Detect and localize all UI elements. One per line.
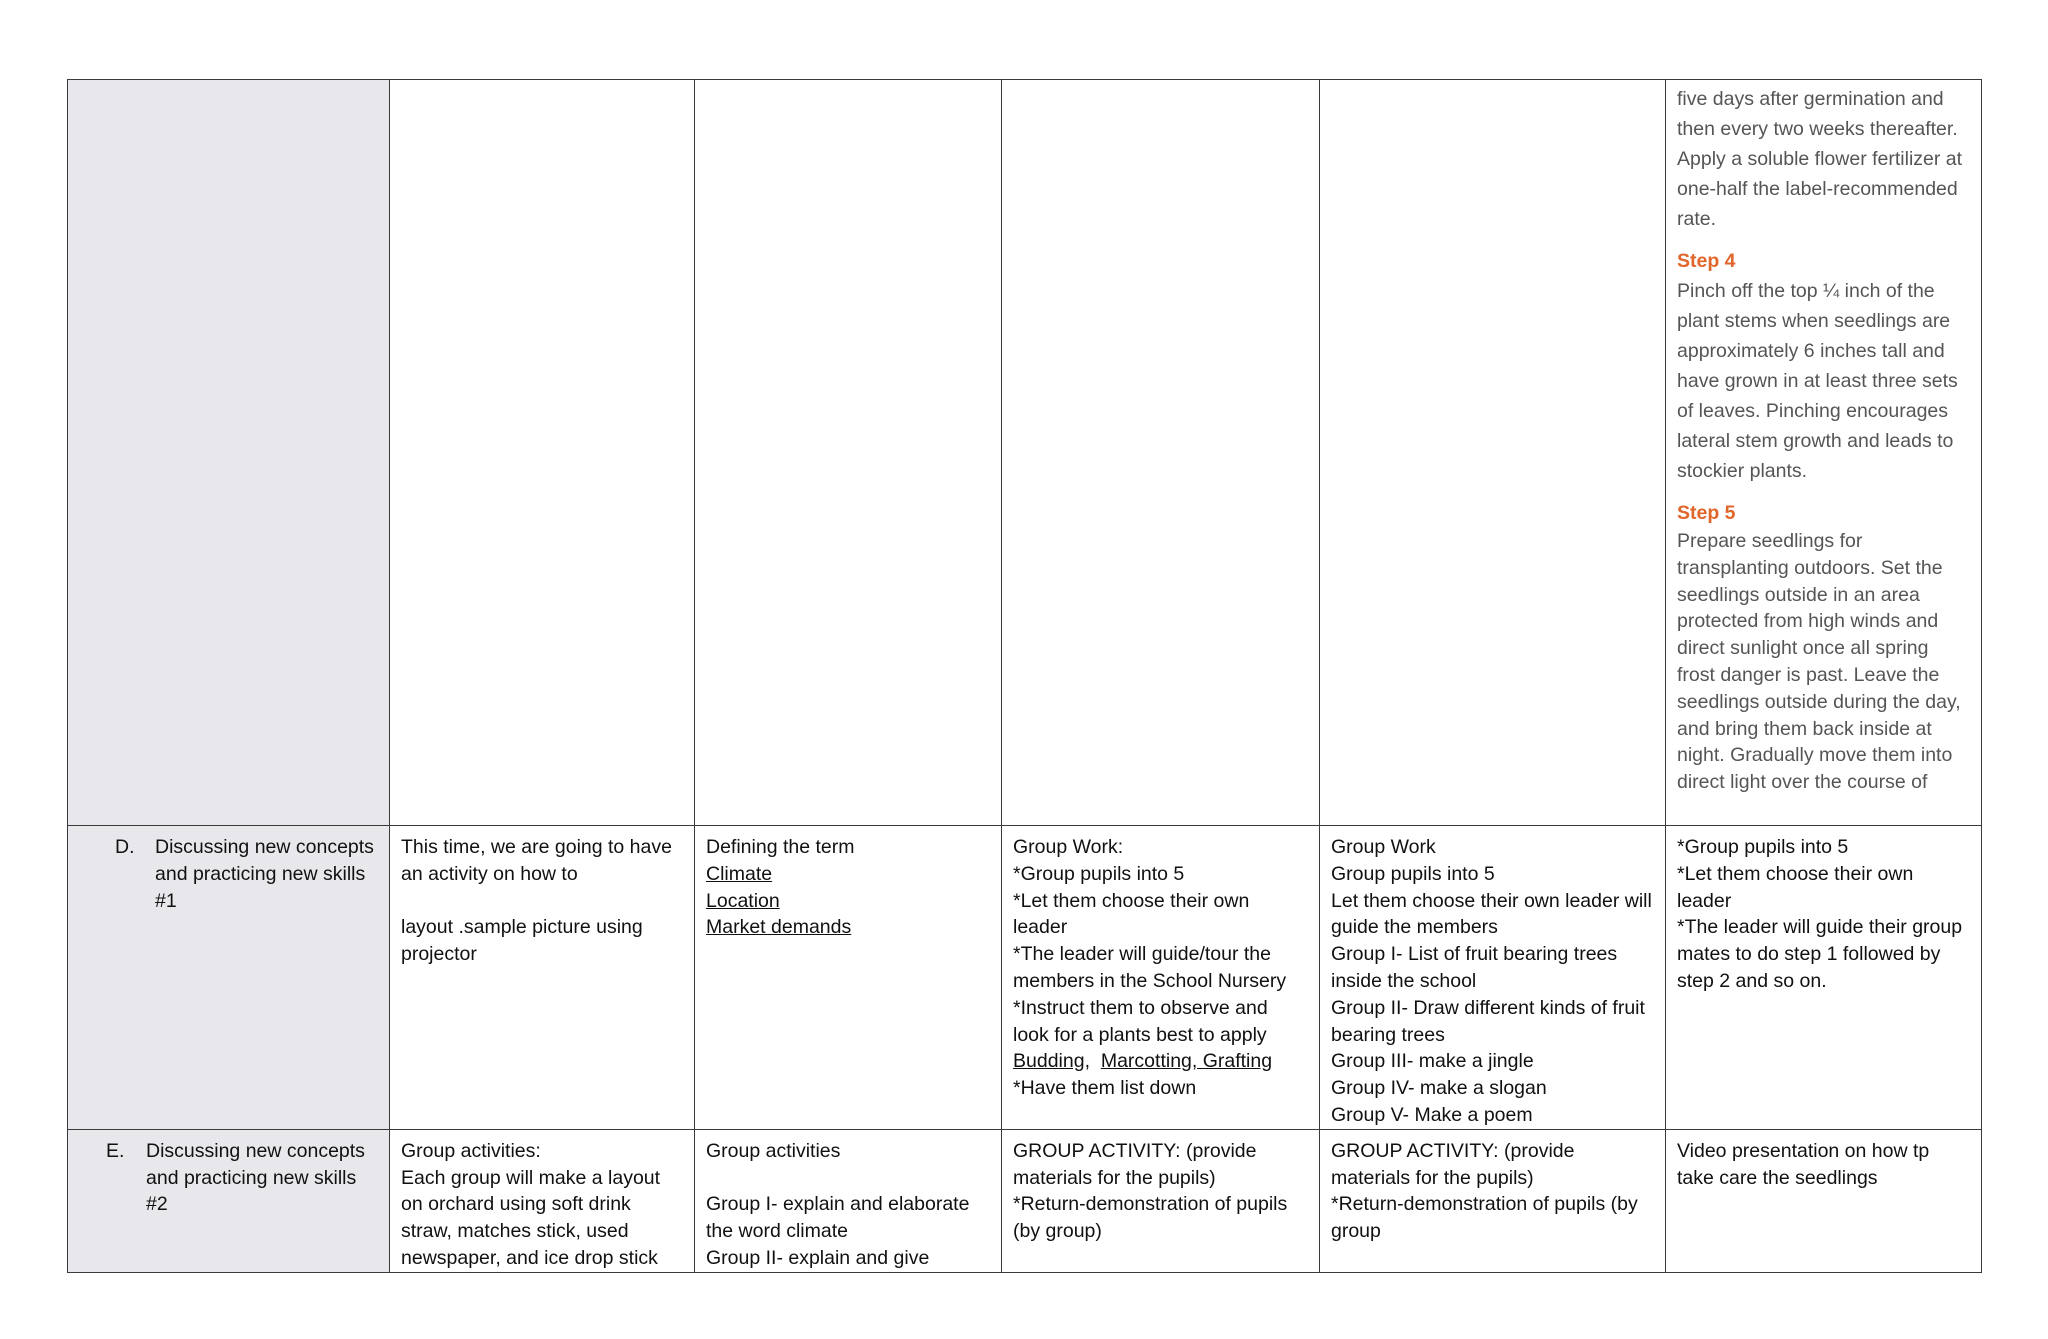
- seedling-steps-cell: [1666, 80, 1982, 826]
- row-d-col4-techniques: [1013, 1048, 1308, 1075]
- row-d-col4-l2: *Group pupils into 5: [1013, 862, 1185, 885]
- row-d-letter: D.: [115, 836, 135, 858]
- row-d-col5-l7: Group IV- make a slogan: [1331, 1077, 1547, 1100]
- row-d-col4-l5: *Instruct them to observe and look for a plants best to apply: [1013, 996, 1268, 1046]
- row-e-col4-l2: *Return-demonstration of pupils (by group): [1013, 1193, 1288, 1243]
- row-e-label-cell: [68, 1129, 390, 1272]
- comma: ,: [1084, 1050, 1090, 1073]
- row-e-col2: [390, 1129, 695, 1272]
- row-e-col5: [1320, 1129, 1666, 1272]
- row-e-col3: [695, 1129, 1002, 1272]
- row-d-col6-l3: *The leader will guide their group mates to do step 1 followed by step 2 and so on.: [1677, 916, 1963, 992]
- row-e-col4: [1002, 1129, 1320, 1272]
- lesson-plan-table: [67, 79, 1982, 1273]
- step5-body: Prepare seedlings for transplanting outdoors. Set the seedlings outside in an area protected from high winds and direct sunlight once all spring frost danger is past. Leave the seedlings outside during the day, and bring them back inside at night. Gradually move them into direct light over the course of: [1677, 530, 1961, 794]
- row-e-col2-l1: Group activities:: [401, 1139, 541, 1162]
- row-d-col5-l6: Group III- make a jingle: [1331, 1050, 1534, 1073]
- term-budding: Budding: [1013, 1050, 1085, 1073]
- steps-intro-text: five days after germination and then every two weeks thereafter. Apply a soluble flower fertilizer at one-half the label-recommended rate.: [1677, 88, 1963, 230]
- row-d-col5: [1320, 826, 1666, 1130]
- row-label-empty: [68, 80, 390, 826]
- continuation-row: [68, 80, 1982, 826]
- empty-cell: [1002, 80, 1320, 826]
- row-e-col3-l1: Group activities: [706, 1139, 841, 1162]
- row-d-col6: [1666, 826, 1982, 1130]
- term-location: Location: [706, 889, 780, 912]
- row-e-col5-l2: *Return-demonstration of pupils (by group: [1331, 1193, 1638, 1243]
- row-d-col5-l1: Group Work: [1331, 836, 1436, 858]
- empty-cell: [695, 80, 1002, 826]
- step4-heading: Step 4: [1677, 250, 1736, 272]
- row-e-col4-l1: GROUP ACTIVITY: (provide materials for the pupils): [1013, 1139, 1257, 1189]
- row-d-col2-line2: layout .sample picture using projector: [401, 916, 643, 966]
- row-d-col4-l6: *Have them list down: [1013, 1077, 1197, 1100]
- row-d-col4: [1002, 826, 1320, 1130]
- row-d-col2-line1: This time, we are going to have an activity on how to: [401, 836, 672, 885]
- row-e: [68, 1129, 1982, 1272]
- row-e-col3-l3: Group II- explain and give: [706, 1246, 930, 1269]
- empty-cell: [390, 80, 695, 826]
- row-d-col6-l1: *Group pupils into 5: [1677, 836, 1849, 858]
- row-d-col5-l8: Group V- Make a poem: [1331, 1103, 1533, 1126]
- step5-heading: Step 5: [1677, 502, 1736, 524]
- row-e-col2-l2: Each group will make a layout on orchard using soft drink straw, matches stick, used newspaper, and ice drop stick: [401, 1166, 661, 1269]
- row-d-col4-l4: *The leader will guide/tour the members in the School Nursery: [1013, 943, 1287, 992]
- term-climate: Climate: [706, 862, 773, 885]
- term-marcotting-grafting: Marcotting, Grafting: [1100, 1050, 1273, 1073]
- row-e-col5-l1: GROUP ACTIVITY: (provide materials for the pupils): [1331, 1139, 1575, 1189]
- row-e-letter: E.: [106, 1139, 125, 1162]
- row-d: [68, 826, 1982, 1130]
- row-e-col6: [1666, 1129, 1982, 1272]
- row-d-col5-l2: Group pupils into 5: [1331, 862, 1495, 885]
- row-e-col6-l1: Video presentation on how tp take care the seedlings: [1677, 1139, 1930, 1189]
- row-d-label: Discussing new concepts and practicing new skills #1: [155, 836, 374, 912]
- row-e-col3-l2: Group I- explain and elaborate the word climate: [706, 1193, 970, 1243]
- row-d-label-cell: [68, 826, 390, 1130]
- term-market-demands: Market demands: [706, 916, 852, 939]
- row-d-col6-l2: *Let them choose their own leader: [1677, 862, 1914, 912]
- row-d-col2: [390, 826, 695, 1130]
- row-d-col3-line1: Defining the term: [706, 836, 855, 858]
- row-d-col5-l4: Group I- List of fruit bearing trees inside the school: [1331, 943, 1618, 992]
- row-d-col3: [695, 826, 1002, 1130]
- row-e-label: Discussing new concepts and practicing new skills #2: [146, 1139, 365, 1216]
- row-d-col4-l1: Group Work:: [1013, 836, 1124, 858]
- row-d-col5-l3: Let them choose their own leader will guide the members: [1331, 889, 1652, 939]
- row-d-col4-l3: *Let them choose their own leader: [1013, 889, 1250, 939]
- step4-body: Pinch off the top ¼ inch of the plant stems when seedlings are approximately 6 inches tall and have grown in at least three sets of leaves. Pinching encourages lateral stem growth and leads to stockier plants.: [1677, 280, 1958, 482]
- row-d-col5-l5: Group II- Draw different kinds of fruit bearing trees: [1331, 996, 1645, 1046]
- empty-cell: [1320, 80, 1666, 826]
